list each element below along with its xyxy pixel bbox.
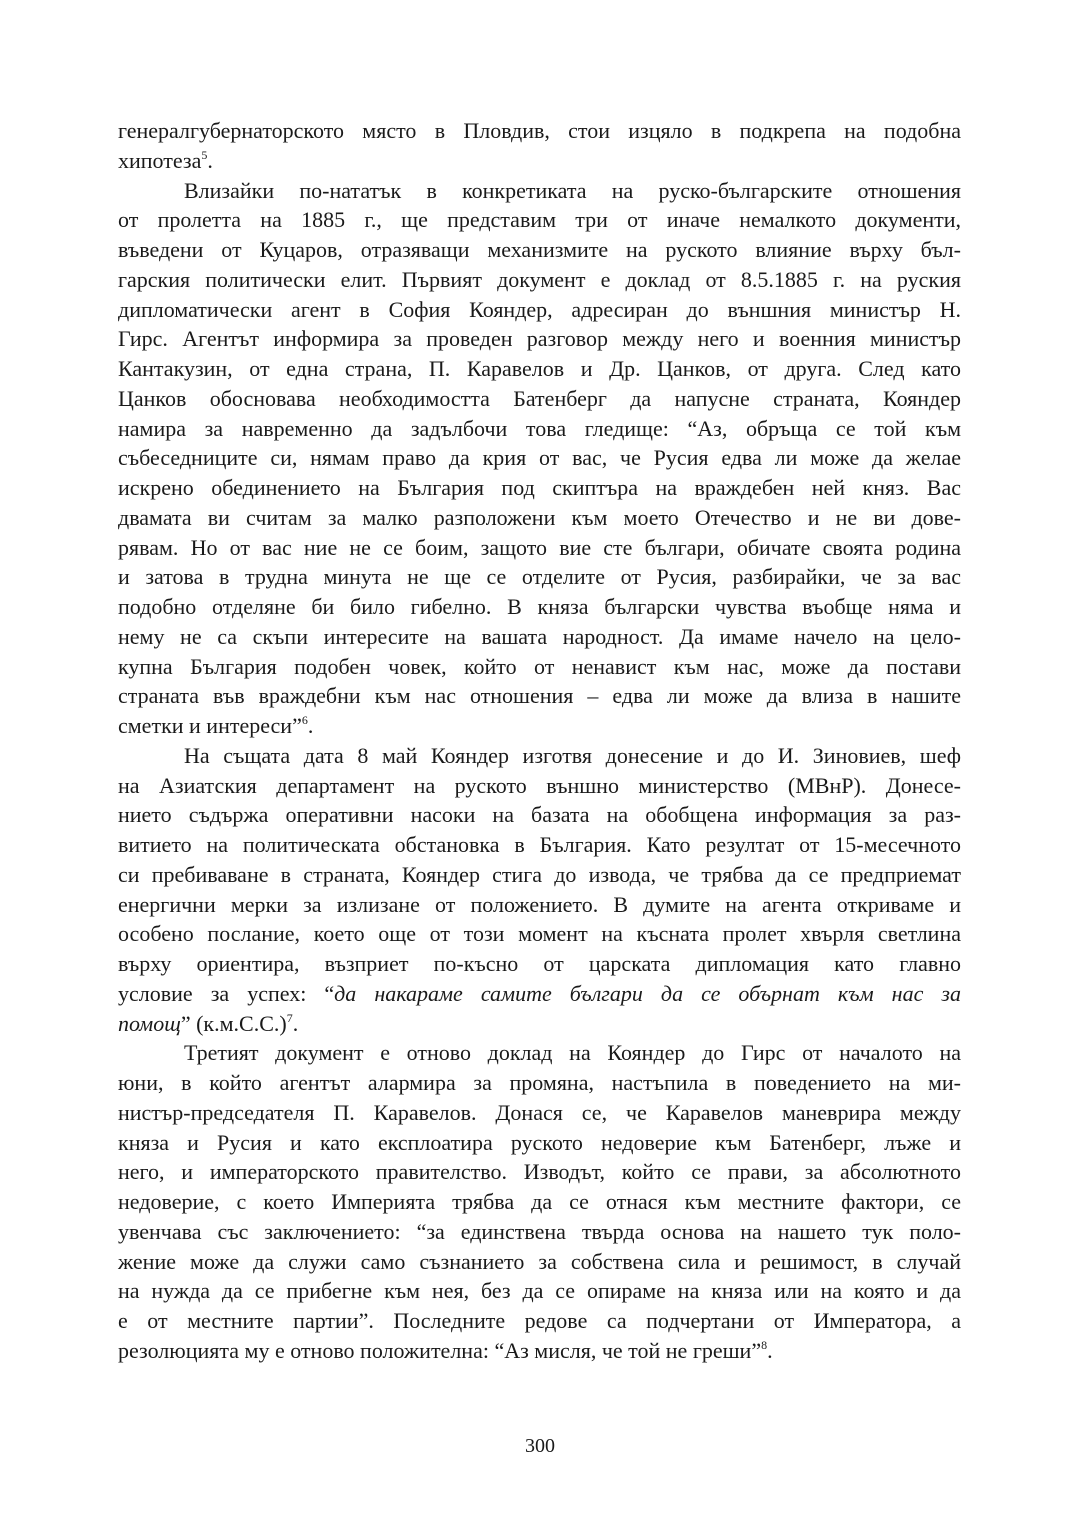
text-line: гарския политически елит. Първият документ е доклад от 8.5.1885 г. на руския [118, 266, 961, 292]
text-line: хипотеза$^5$. [118, 147, 213, 173]
text-line: особено послание, което още от този момент на късната пролет хвърля светлина [118, 921, 961, 947]
text-line: върху ориентира, възприет по-късно от царската дипломация като главно [118, 951, 961, 976]
text-line: княза и Русия и като експлоатира руското недоверие към Батенберг, лъже и [118, 1129, 961, 1155]
text-line: недоверие, с което Империята трябва да се отнася към местните фактори, се [118, 1189, 961, 1214]
text-line: подобно отделяне би било гибелно. В княза български чувства въобще няма и [118, 594, 961, 619]
text-line: Гирс. Агентът информира за проведен разговор между него и военния министър [118, 326, 961, 352]
text-line: нему не са скъпи интересите на вашата народност. Да имаме начело на цело- [118, 623, 961, 649]
text-line: и затова в трудна минута не ще се отделите от Русия, разбирайки, че за вас [118, 564, 961, 590]
text-line: условие за успех: “да накараме самите българи да се обърнат към нас за [118, 980, 961, 1006]
text-line: юни, в който агентът алармира за промяна, настъпила в поведението на ми- [118, 1070, 961, 1095]
text-line: двамата ви считам за малко разположени към моето Отечество и не ви дове- [118, 504, 961, 530]
text-line: нистър-председателя П. Каравелов. Донася се, че Каравелов маневрира между [118, 1099, 961, 1125]
text-line: от пролетта на 1885 г., ще представим три от иначе немалкото документи, [118, 207, 961, 233]
text-line: На същата дата 8 май Кояндер изготвя донесение и до И. Зиновиев, шеф [184, 742, 961, 768]
text-line: на Азиатския департамент на руското външно министерство (МВнР). Донесе- [118, 772, 961, 798]
text-line: резолюцията му е отново положителна: “Аз мисля, че той не греши”$^8$. [118, 1337, 773, 1363]
text-line: помощ” $(к.м.С.С.)^7$. [118, 1010, 299, 1036]
text-line: купна България подобен човек, който от ненавист към нас, може да постави [118, 653, 961, 679]
text-line: нието съдържа оперативни насоки на базата на обобщена информация за раз- [118, 802, 961, 828]
text-line: рявам. Но от вас ние не се боим, защото вие сте българи, обичате своята родина [118, 534, 961, 560]
text-line: дипломатически агент в София Кояндер, адресиран до външния министър Н. [118, 296, 961, 322]
text-line: Цанков обосновава необходимостта Батенберг да напусне страната, Кояндер [118, 385, 961, 411]
text-line: енергични мерки за излизане от положението. В думите на агента откриваме и [118, 891, 961, 917]
text-line: намира за навременно да задълбочи това гледище: “Аз, обръща се той към [118, 415, 961, 441]
text-line: искрено обединението на България под скиптъра на враждебен ней княз. Вас [118, 475, 961, 500]
text-line: въведени от Куцаров, отразяващи механизмите на руското влияние върху бъл- [118, 237, 961, 262]
text-line: Влизайки по-нататък в конкретиката на руско-българските отношения [184, 177, 961, 203]
text-line: него, и императорското правителство. Изводът, който се прави, за абсолютното [118, 1159, 961, 1185]
text-line: събеседниците си, нямам право да крия от вас, че Русия едва ли може да желае [118, 445, 961, 471]
text-line: увенчава със заключението: “за единствена твърда основа на нашето тук поло- [118, 1218, 961, 1244]
body-text [118, 116, 961, 1366]
text-line: Кантакузин, от една страна, П. Каравелов и Др. Цанков, от друга. След като [118, 356, 961, 381]
text-line: жение може да служи само съзнанието за собствена сила и решимост, в случай [118, 1248, 961, 1274]
text-line: Третият документ е отново доклад на Кояндер до Гирс от началото на [184, 1040, 961, 1066]
text-line: генералгубернаторското място в Пловдив, стои изцяло в подкрепа на подобна [118, 118, 961, 143]
page-number: 300 [525, 1435, 555, 1457]
text-line: сметки и интереси”$^6$. [118, 713, 314, 738]
text-line: страната във враждебни към нас отношения – едва ли може да влиза в нашите [118, 683, 961, 709]
text-line: си пребиваване в страната, Кояндер стига до извода, че трябва да се предприемат [118, 861, 961, 887]
text-line: на нужда да се прибегне към нея, без да се опираме на княза или на която и да [118, 1278, 961, 1304]
text-line: е от местните партии”. Последните редове са подчертани от Императора, а [118, 1308, 961, 1333]
text-line: витието на политическата обстановка в България. Като резултат от 15-месечното [118, 832, 961, 857]
